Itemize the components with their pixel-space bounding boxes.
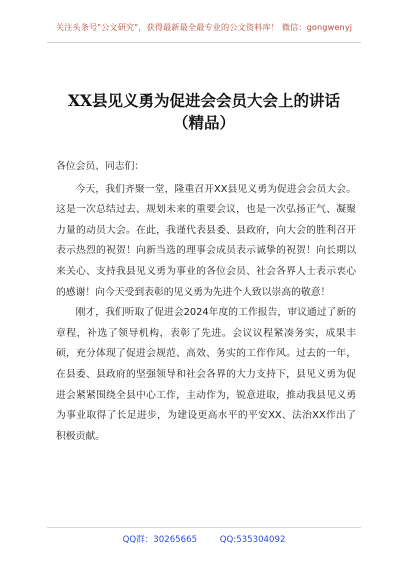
- footer-qq-group: QQ群：30265665: [122, 535, 198, 545]
- paragraph: 刚才，我们听取了促进会2024年度的工作报告，审议通过了新的章程，补选了领导机构，表彰了先进。会议议程紧凑务实，成果丰硕，充分体现了促进会规范、高效、务实的工作作风。过去的一年，在县委、县政府的坚强领导和社会各界的大力支持下，县见义勇为促进会紧紧围绕全县中心工作，主动作为，锐意进取，推动我县见义勇为事业取得了长足进步，为建设更高水平的平安XX、法治XX作出了积极贡献。: [56, 307, 356, 442]
- salutation: 各位会员、同志们：: [56, 161, 145, 172]
- document-title: [30, 90, 378, 134]
- footer-divider: [47, 527, 361, 528]
- title-line-1: XX县见义勇为促进会会员大会上的讲话: [67, 91, 341, 110]
- title-line-2: （精品）: [172, 113, 235, 132]
- header-note: 关注头条号"公文研究"，获得最新最全最专业的公文资料库！ 微信：gongwenyj: [55, 22, 353, 32]
- paragraph: 今天，我们齐聚一堂，隆重召开XX县见义勇为促进会会员大会。这是一次总结过去、规划未来的重要会议，也是一次弘扬正气、凝聚力量的动员大会。在此，我谨代表县委、县政府，向大会的胜利召开表示热烈的祝贺！向新当选的理事会成员表示诚挚的祝贺！向长期以来关心、支持我县见义勇为事业的各位会员、社会各界人士表示衷心的感谢！向今天受到表彰的见义勇为先进个人致以崇高的敬意！: [56, 183, 356, 298]
- header-divider: [47, 42, 361, 43]
- footer: [0, 533, 408, 545]
- document-body: [56, 157, 356, 447]
- footer-qq: QQ:535304092: [219, 535, 286, 545]
